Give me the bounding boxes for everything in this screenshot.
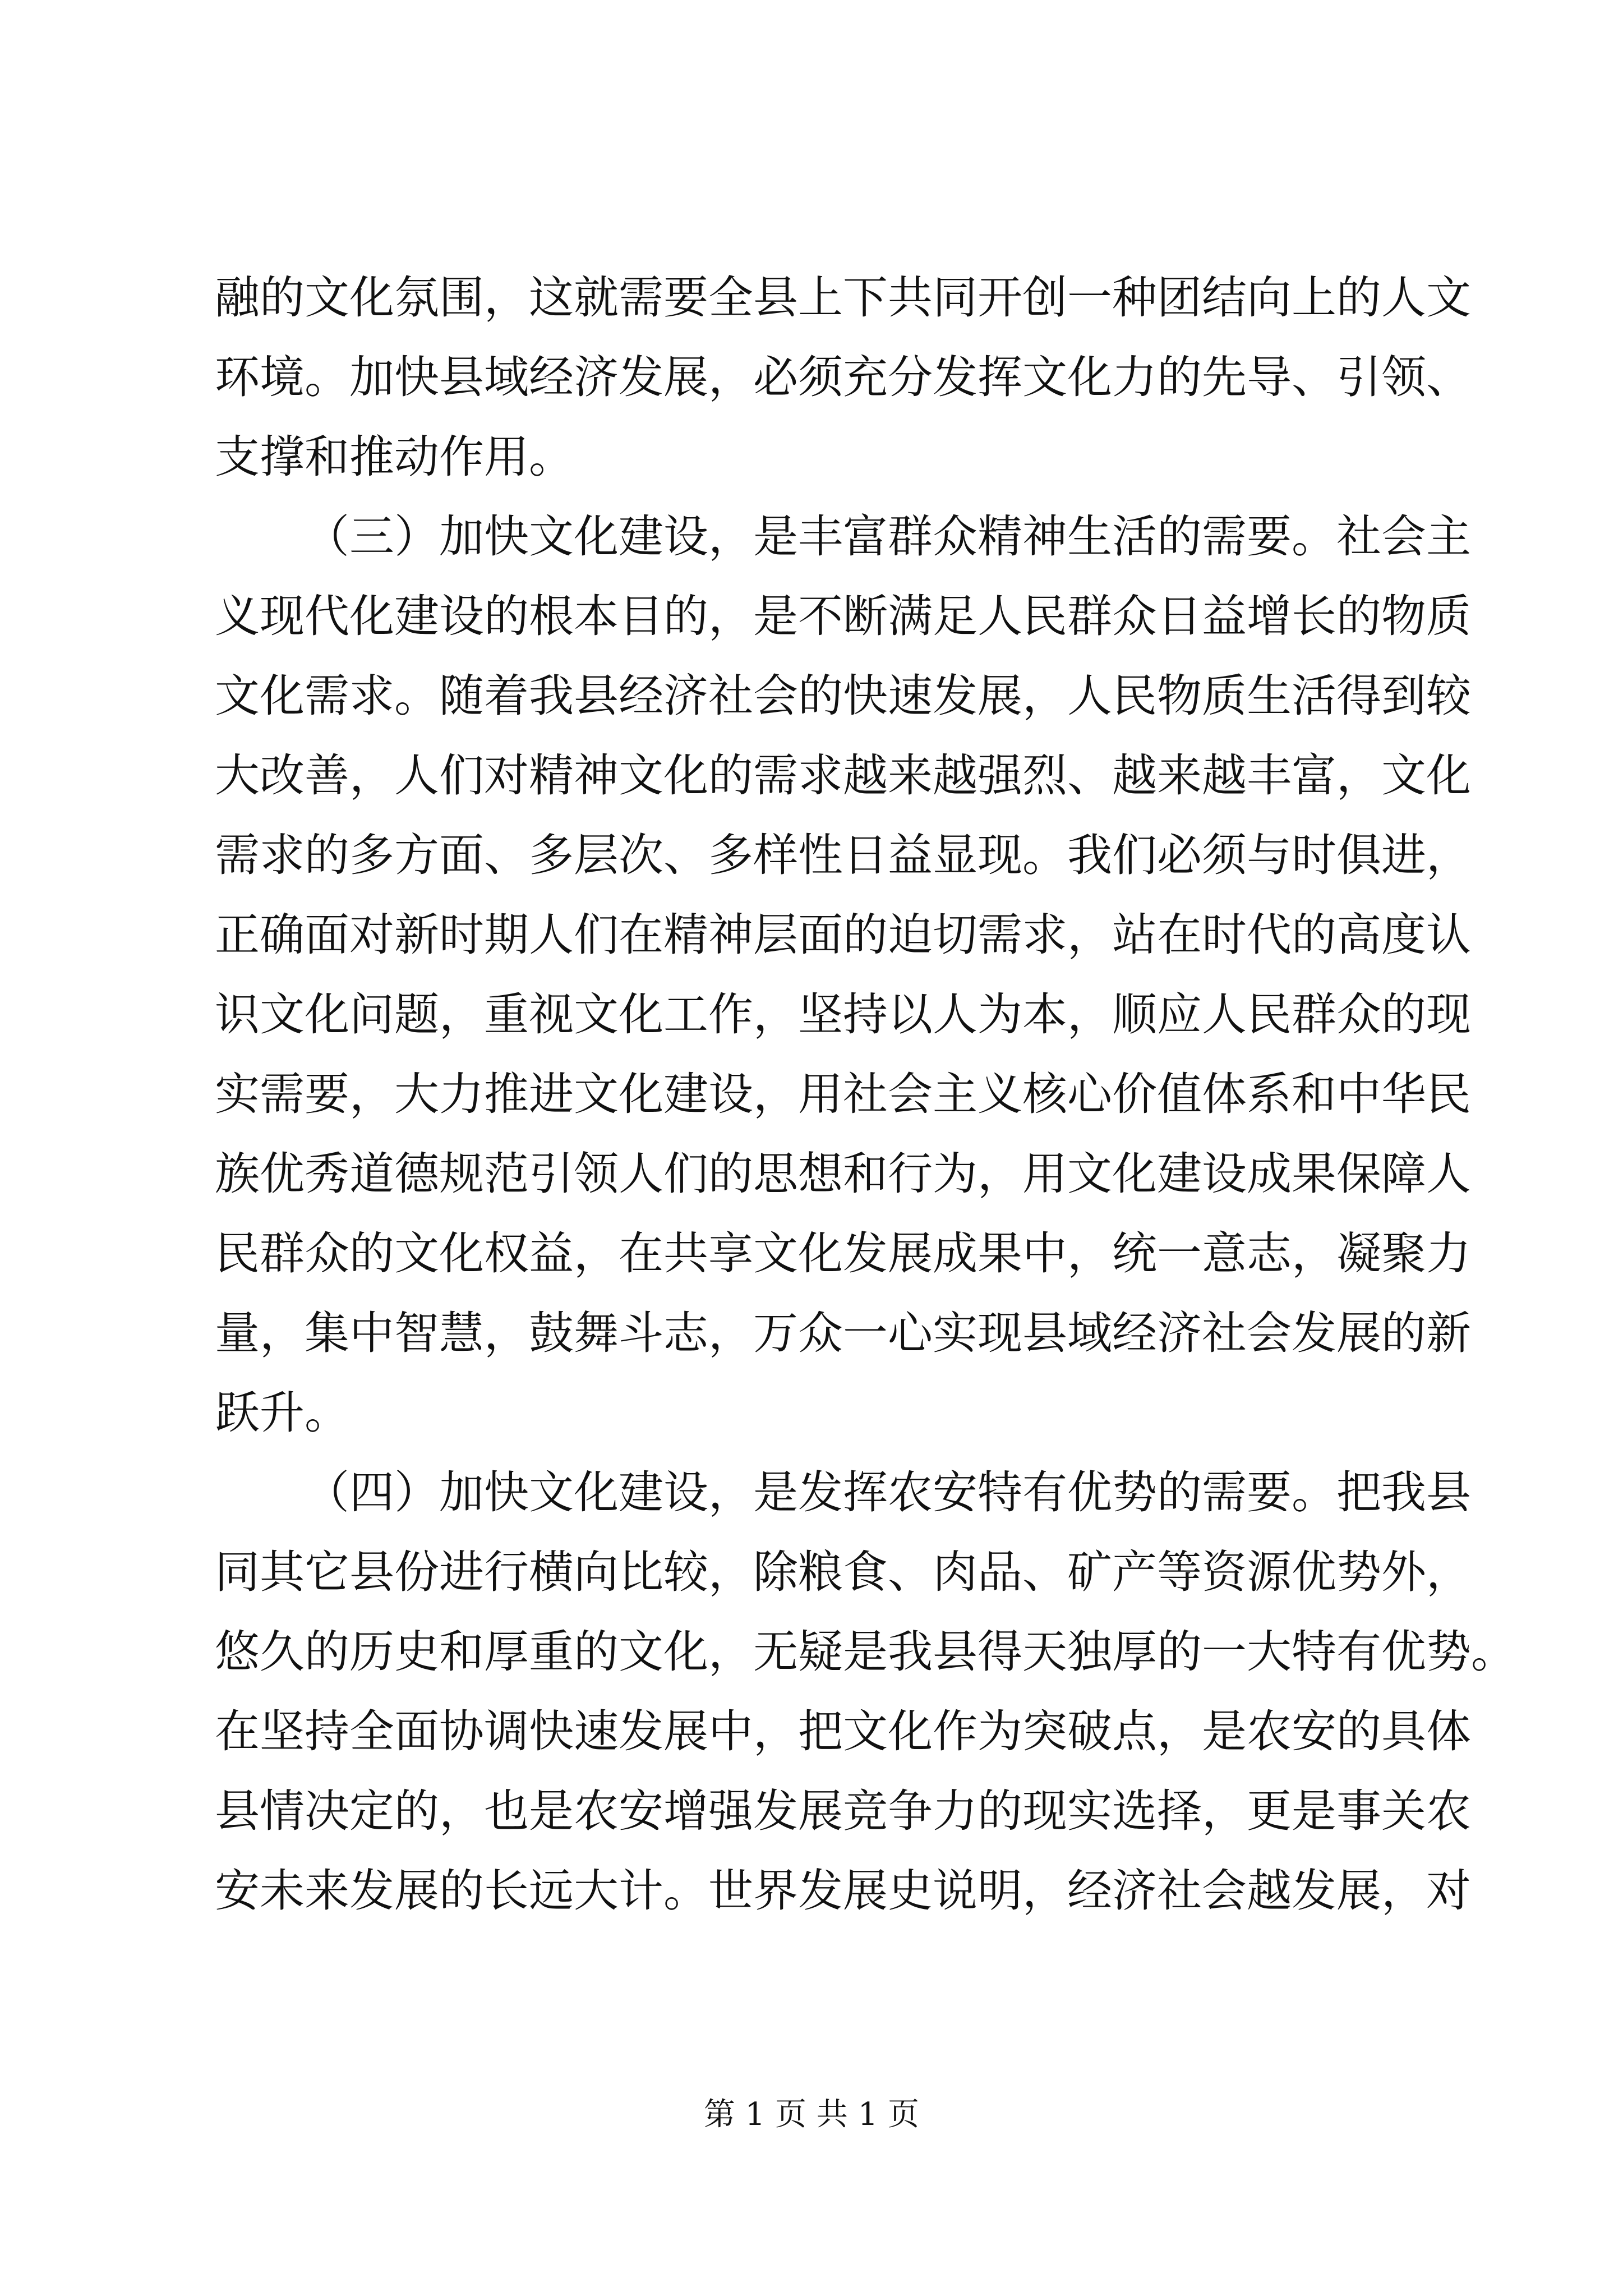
text-line: 县情决定的，也是农安增强发展竞争力的现实选择，更是事关农: [215, 1785, 1471, 1837]
text-line: 量，集中智慧，鼓舞斗志，万众一心实现县域经济社会发展的新: [215, 1307, 1471, 1359]
paragraph-start-line: （三）加快文化建设，是丰富群众精神生活的需要。社会主: [305, 510, 1471, 563]
text-line: 环境。加快县域经济发展，必须充分发挥文化力的先导、引领、: [215, 351, 1471, 403]
text-line: 识文化问题，重视文化工作，坚持以人为本，顺应人民群众的现: [215, 988, 1471, 1041]
text-line: 义现代化建设的根本目的，是不断满足人民群众日益增长的物质: [215, 590, 1471, 642]
document-body: [215, 258, 1516, 1931]
text-line: 文化需求。随着我县经济社会的快速发展，人民物质生活得到较: [215, 670, 1471, 722]
text-line: 民群众的文化权益，在共享文化发展成果中，统一意志，凝聚力: [215, 1227, 1471, 1280]
text-line: 实需要，大力推进文化建设，用社会主义核心价值体系和中华民: [215, 1068, 1471, 1120]
text-line: 大改善，人们对精神文化的需求越来越强烈、越来越丰富，文化: [215, 749, 1471, 802]
text-line: 支撑和推动作用。: [215, 431, 574, 483]
text-line: 同其它县份进行横向比较，除粮食、肉品、矿产等资源优势外，: [215, 1546, 1471, 1598]
text-line: 在坚持全面协调快速发展中，把文化作为突破点，是农安的具体: [215, 1705, 1471, 1757]
text-line: 需求的多方面、多层次、多样性日益显现。我们必须与时俱进，: [215, 829, 1471, 881]
text-line: 悠久的历史和厚重的文化，无疑是我县得天独厚的一大特有优势。: [215, 1626, 1516, 1678]
text-line: 融的文化氛围，这就需要全县上下共同开创一种团结向上的人文: [215, 272, 1471, 324]
page-footer: 第 1 页 共 1 页: [703, 2096, 920, 2133]
text-line: 族优秀道德规范引领人们的思想和行为，用文化建设成果保障人: [215, 1148, 1471, 1200]
text-line: 跃升。: [215, 1387, 349, 1439]
text-line: 正确面对新时期人们在精神层面的迫切需求，站在时代的高度认: [215, 909, 1471, 961]
text-line: 安未来发展的长远大计。世界发展史说明，经济社会越发展，对: [215, 1865, 1471, 1917]
paragraph-start-line: （四）加快文化建设，是发挥农安特有优势的需要。把我县: [305, 1466, 1471, 1519]
